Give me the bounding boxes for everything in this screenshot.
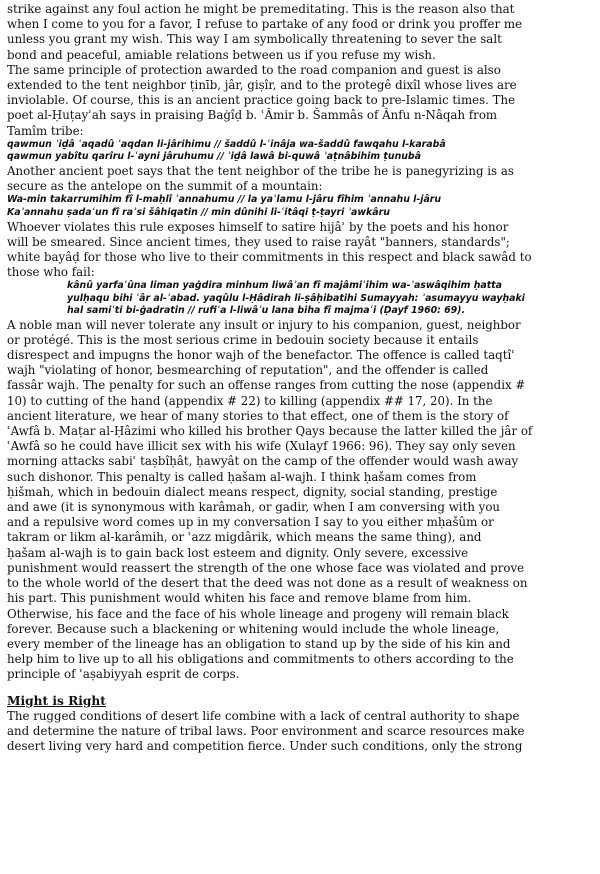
- paragraph-antelope: [7, 164, 594, 194]
- text-line: ʿAwfâ b. Maṭar al-Ḥâzimi who killed his brother Qays because the latter killed the jâr of: [7, 424, 533, 439]
- text-line: fassâr wajh. The penalty for such an offense ranges from cutting the nose (appendix #: [7, 378, 526, 393]
- text-line: takram or likm al-karâmih, or ʿazz migdârik, which means the same thing), and: [7, 530, 482, 545]
- text-line: unless you grant my wish. This way I am symbolically threatening to sever the salt: [7, 32, 502, 47]
- text-line: extended to the tent neighbor ṭinīb, jâr, giṣîr, and to the protegê dixîl whose lives are: [7, 78, 517, 93]
- paragraph-salt-bond: [0, 2, 594, 63]
- verse-line: Kaʾannahu ṣadaʿun fî raʾsi šâhiqatin // min dûnihi li-ʿitâqi ṭ-ṭayri ʾawkâru: [7, 207, 390, 219]
- text-line: punishment would reassert the strength of the one whose face was violated and prove: [7, 560, 525, 575]
- paragraph-might-is-right: [7, 709, 594, 755]
- text-line: forever. Because such a blackening or whitening would include the whole lineage,: [7, 621, 500, 636]
- text-line: strike against any foul action he might be premeditating. This is the reason also that: [7, 2, 515, 16]
- text-line: wajh "violating of honor, besmearching of reputation", and the offender is called: [7, 363, 489, 378]
- section-heading: Might is Right: [7, 693, 106, 708]
- text-line: ʿAwfâ so he could have illicit sex with his wife (Xulayf 1966: 96). They say only seven: [7, 439, 516, 454]
- text-line: ancient literature, we hear of many stories to that effect, one of them is the story of: [7, 408, 509, 423]
- text-line: or protégé. This is the most serious crime in bedouin society because it entails: [7, 332, 479, 347]
- text-line: 10) to cutting of the hand (appendix # 22) to killing (appendix ## 17, 20). In the: [7, 393, 493, 408]
- text-line: and awe (it is synonymous with karâmah, or gadir, when I am conversing with you: [7, 500, 501, 515]
- text-line: Whoever violates this rule exposes himself to satire hijâʾ by the poets and his honor: [7, 219, 509, 234]
- text-line: such dishonor. This penalty is called ḥašam al-wajh. I think ḥašam comes from: [7, 469, 477, 484]
- text-line: The rugged conditions of desert life combine with a lack of central authority to shape: [7, 708, 520, 723]
- text-line: will be smeared. Since ancient times, they used to raise rayât "banners, standards";: [7, 234, 510, 249]
- quote-line: kânû yarfaʿûna liman yaġdira minhum liwâʾan fî majâmiʿihim wa-ʾaswâqihim ḥatta: [67, 280, 502, 292]
- text-line: disrespect and impugns the honor wajh of the benefactor. The offence is called taqtîʿ: [7, 348, 515, 363]
- verse-line: Wa-min takarrumihim fî l-maḥlî ʾannahumu // la yaʿlamu l-jâru fîhim ʾannahu l-jâru: [7, 194, 442, 206]
- text-line: Otherwise, his face and the face of his whole lineage and progeny will remain black: [7, 606, 509, 621]
- text-line: Tamîm tribe:: [7, 123, 84, 138]
- paragraph-tent-neighbor: [7, 63, 594, 139]
- quote-line: hal samiʿti bi-ġadratin // rufiʿa l-liwâʾu lana biha fî majmaʿi (Ḍayf 1960: 69).: [67, 305, 466, 317]
- text-line: inviolable. Of course, this is an ancient practice going back to pre-Islamic times. The: [7, 93, 516, 108]
- text-line: and a repulsive word comes up in my conversation I say to you either mḥašûm or: [7, 515, 494, 530]
- paragraph-noble-man: [7, 318, 594, 683]
- text-line: ḥašam al-wajh is to gain back lost esteem and dignity. Only severe, excessive: [7, 545, 469, 560]
- text-line: A noble man will never tolerate any insult or injury to his companion, guest, neighbor: [7, 317, 521, 332]
- text-line: bond and peaceful, amiable relations between us if you refuse my wish.: [7, 47, 436, 62]
- text-line: those who fail:: [7, 265, 95, 280]
- text-line: poet al-Ḥuṭayʾah says in praising Baġîḍ b. ʿÂmir b. Šammâs of Ânfu n-Nâqah from: [7, 108, 498, 123]
- text-line: when I come to you for a favor, I refuse to partake of any food or drink you proffer me: [7, 17, 523, 32]
- text-line: The same principle of protection awarded to the road companion and guest is also: [7, 62, 501, 77]
- quote-line: yulḥaqu bihi ʿâr al-ʾabad. yaqûlu l-Ḥâdirah li-ṣâḥibatihi Sumayyah: ʾasumayyu wayḥaki: [67, 292, 525, 304]
- text-line: help him to live up to all his obligations and commitments to others according to the: [7, 652, 514, 667]
- text-line: and determine the nature of tribal laws. Poor environment and scarce resources make: [7, 723, 525, 738]
- paragraph-satire: [7, 220, 594, 281]
- text-line: to the whole world of the desert that the deed was not done as a result of weakness on: [7, 576, 528, 591]
- text-line: principle of ʿaṣabiyyah esprit de corps.: [7, 667, 240, 682]
- text-line: secure as the antelope on the summit of a mountain:: [7, 179, 323, 194]
- text-line: ḥišmah, which in bedouin dialect means respect, dignity, social standing, prestige: [7, 484, 498, 499]
- text-line: morning attacks sabiʿ taṣbîḥât, ḥawyât on the camp of the offender would wash away: [7, 454, 519, 469]
- verse-line: qawmun yabîtu qarîru l-ʿayni jâruhumu // ʾiḏâ lawâ bi-quwâ ʾaṭnâbihim ṭunubâ: [7, 151, 421, 163]
- text-line: desert living very hard and competition fierce. Under such conditions, only the strong: [7, 738, 523, 753]
- verse-line: qawmun ʾiḏâ ʿaqadû ʿaqdan li-jârihimu // šaddû l-ʿinâja wa-šaddû fawqahu l-karabâ: [7, 138, 446, 150]
- text-line: Another ancient poet says that the tent neighbor of the tribe he is panegyrizing is as: [7, 164, 514, 179]
- text-line: every member of the lineage has an obligation to stand up by the side of his kin and: [7, 636, 511, 651]
- text-line: white bayâḍ for those who live to their commitments in this respect and black sawâd to: [7, 250, 532, 265]
- text-line: his part. This punishment would whiten his face and remove blame from him.: [7, 591, 472, 606]
